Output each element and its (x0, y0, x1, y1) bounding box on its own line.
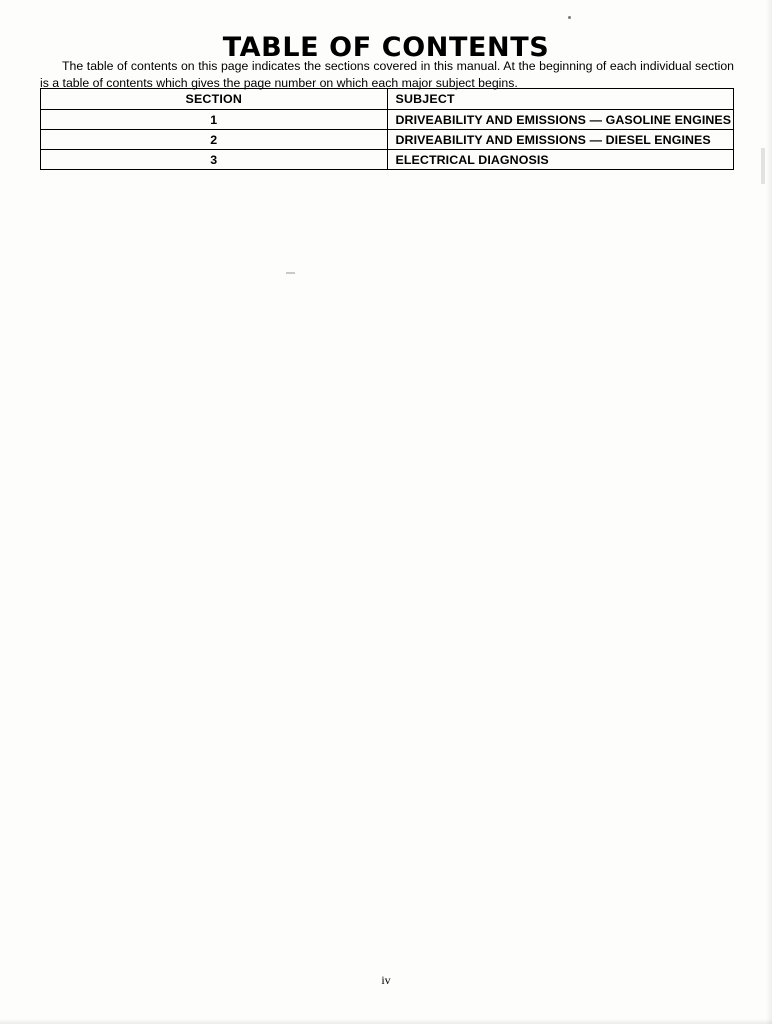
table-row[interactable] (41, 130, 734, 150)
scan-edge-bottom (0, 1019, 772, 1024)
page-title: TABLE OF CONTENTS (222, 32, 550, 64)
cell-subject: DRIVEABILITY AND EMISSIONS — DIESEL ENGINES (387, 130, 734, 150)
scan-edge-right (766, 0, 772, 1024)
scan-artifact-edge-mark (761, 148, 765, 184)
cell-subject: DRIVEABILITY AND EMISSIONS — GASOLINE ENGINES (387, 110, 734, 130)
table-row[interactable] (41, 150, 734, 170)
cell-section-number: 1 (41, 110, 388, 130)
column-header-subject: SUBJECT (387, 89, 734, 110)
cell-subject: ELECTRICAL DIAGNOSIS (387, 150, 734, 170)
scan-artifact-dot (568, 16, 571, 19)
scan-artifact-mark (286, 272, 295, 274)
cell-section-number: 2 (41, 130, 388, 150)
column-header-section: SECTION (41, 89, 388, 110)
page-number: iv (381, 973, 391, 987)
table-row[interactable] (41, 110, 734, 130)
table-of-contents (40, 88, 734, 170)
intro-text: The table of contents on this page indicates the sections covered in this manual. At the beginning of each individual section is a table of contents which gives the page number on which each major subject begins. (40, 59, 734, 91)
cell-section-number: 3 (41, 150, 388, 170)
table-header-row (41, 89, 734, 110)
